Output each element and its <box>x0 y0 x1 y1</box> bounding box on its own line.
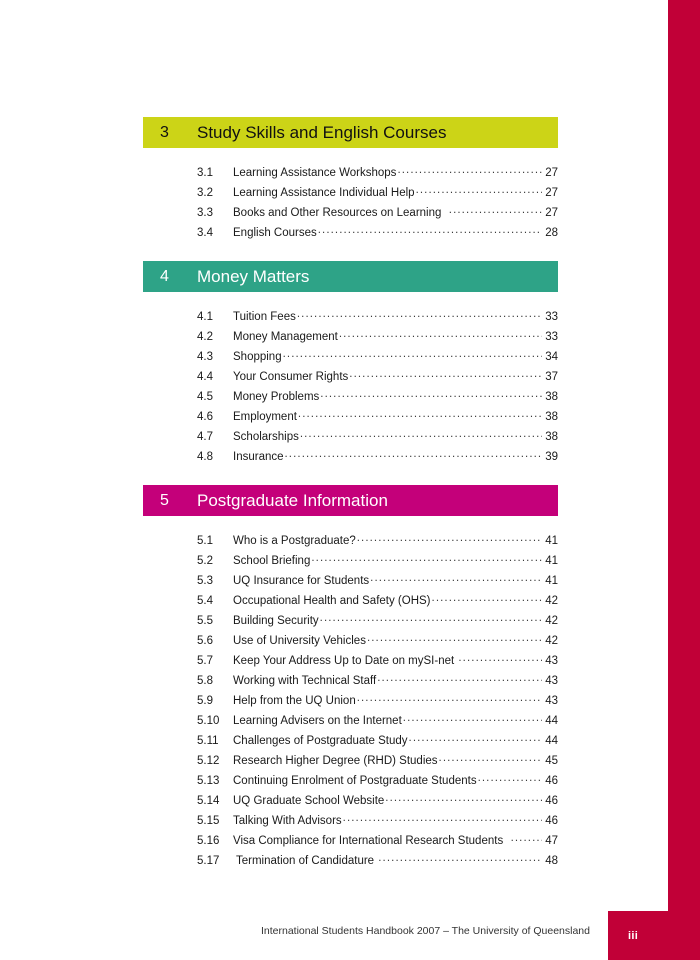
section-entry-list <box>143 164 558 244</box>
entry-title: Termination of Candidature <box>233 854 378 867</box>
toc-entry[interactable] <box>143 532 558 552</box>
right-edge-band <box>668 0 700 960</box>
dot-leader <box>285 448 542 460</box>
entry-title: English Courses <box>233 226 317 239</box>
entry-title: Building Security <box>233 614 319 627</box>
entry-number: 4.1 <box>197 310 213 323</box>
toc-entry[interactable] <box>143 572 558 592</box>
entry-page-number: 44 <box>545 734 558 747</box>
entry-title: School Briefing <box>233 554 311 567</box>
toc-entry[interactable] <box>143 772 558 792</box>
entry-page-number: 37 <box>545 370 558 383</box>
section-title: Money Matters <box>197 266 310 286</box>
dot-leader <box>318 224 542 236</box>
dot-leader <box>320 612 542 624</box>
entry-title: Scholarships <box>233 430 299 443</box>
entry-page-number: 38 <box>545 390 558 403</box>
toc-entry[interactable] <box>143 224 558 244</box>
entry-number: 3.4 <box>197 226 213 239</box>
entry-page-number: 33 <box>545 310 558 323</box>
toc-entry[interactable] <box>143 348 558 368</box>
entry-number: 5.5 <box>197 614 213 627</box>
entry-number: 5.2 <box>197 554 213 567</box>
entry-page-number: 43 <box>545 654 558 667</box>
toc-entry[interactable] <box>143 448 558 468</box>
entry-number: 5.6 <box>197 634 213 647</box>
entry-title: Talking With Advisors <box>233 814 342 827</box>
entry-page-number: 42 <box>545 594 558 607</box>
dot-leader <box>311 552 542 564</box>
entry-number: 5.4 <box>197 594 213 607</box>
entry-title: Occupational Health and Safety (OHS) <box>233 594 431 607</box>
entry-title: Use of University Vehicles <box>233 634 366 647</box>
toc-entry[interactable] <box>143 164 558 184</box>
entry-number: 5.3 <box>197 574 213 587</box>
entry-number: 4.5 <box>197 390 213 403</box>
entry-number: 3.2 <box>197 186 213 199</box>
page-folio-block <box>608 911 700 960</box>
entry-number: 5.17 <box>197 854 220 867</box>
toc-entry[interactable] <box>143 388 558 408</box>
dot-leader <box>449 204 542 216</box>
dot-leader <box>320 388 542 400</box>
entry-page-number: 46 <box>545 774 558 787</box>
entry-page-number: 43 <box>545 674 558 687</box>
entry-title: Help from the UQ Union <box>233 694 356 707</box>
entry-title: Learning Assistance Workshops <box>233 166 397 179</box>
toc-entry[interactable] <box>143 792 558 812</box>
entry-title: Insurance <box>233 450 284 463</box>
entry-page-number: 46 <box>545 794 558 807</box>
entry-number: 5.1 <box>197 534 213 547</box>
entry-number: 5.12 <box>197 754 220 767</box>
entry-title: UQ Graduate School Website <box>233 794 385 807</box>
page-folio: iii <box>628 929 639 942</box>
entry-page-number: 42 <box>545 634 558 647</box>
section-number: 3 <box>160 123 169 141</box>
entry-page-number: 41 <box>545 554 558 567</box>
toc-entry[interactable] <box>143 812 558 832</box>
entry-number: 5.7 <box>197 654 213 667</box>
dot-leader <box>349 368 542 380</box>
toc-entry[interactable] <box>143 308 558 328</box>
entry-page-number: 38 <box>545 430 558 443</box>
section-header-5[interactable] <box>143 485 558 516</box>
entry-page-number: 38 <box>545 410 558 423</box>
entry-title: Money Problems <box>233 390 320 403</box>
entry-number: 4.2 <box>197 330 213 343</box>
section-spacer <box>143 468 558 485</box>
dot-leader <box>439 752 542 764</box>
toc-entry[interactable] <box>143 732 558 752</box>
entry-page-number: 27 <box>545 206 558 219</box>
entry-number: 3.1 <box>197 166 213 179</box>
entry-page-number: 41 <box>545 574 558 587</box>
dot-leader <box>416 184 542 196</box>
dot-leader <box>409 732 542 744</box>
dot-leader <box>298 408 542 420</box>
entry-title: Money Management <box>233 330 338 343</box>
entry-page-number: 45 <box>545 754 558 767</box>
toc-entry[interactable] <box>143 408 558 428</box>
entry-title: UQ Insurance for Students <box>233 574 370 587</box>
footer-text: International Students Handbook 2007 – The University of Queensland <box>260 925 590 937</box>
entry-page-number: 42 <box>545 614 558 627</box>
section-spacer <box>143 244 558 261</box>
entry-number: 5.10 <box>197 714 220 727</box>
entry-number: 5.11 <box>197 734 219 747</box>
entry-title: Who is a Postgraduate? <box>233 534 356 547</box>
dot-leader <box>385 792 542 804</box>
toc-entry[interactable] <box>143 652 558 672</box>
entry-number: 4.3 <box>197 350 213 363</box>
entry-page-number: 27 <box>545 186 558 199</box>
entry-title: Tuition Fees <box>233 310 296 323</box>
entry-page-number: 27 <box>545 166 558 179</box>
dot-leader <box>378 852 542 864</box>
entry-number: 4.4 <box>197 370 213 383</box>
toc-entry[interactable] <box>143 632 558 652</box>
toc-entry[interactable] <box>143 612 558 632</box>
entry-number: 3.3 <box>197 206 213 219</box>
section-title: Postgraduate Information <box>197 490 388 510</box>
entry-page-number: 41 <box>545 534 558 547</box>
entry-title: Learning Advisers on the Internet <box>233 714 402 727</box>
toc-entry[interactable] <box>143 552 558 572</box>
section-entry-list <box>143 308 558 468</box>
page-footer <box>0 925 590 937</box>
entry-title: Shopping <box>233 350 282 363</box>
entry-page-number: 48 <box>545 854 558 867</box>
dot-leader <box>297 308 542 320</box>
entry-page-number: 47 <box>545 834 558 847</box>
dot-leader <box>357 692 542 704</box>
entry-page-number: 34 <box>545 350 558 363</box>
entry-number: 5.13 <box>197 774 220 787</box>
dot-leader <box>377 672 542 684</box>
toc-entry[interactable] <box>143 328 558 348</box>
entry-number: 4.8 <box>197 450 213 463</box>
dot-leader <box>511 832 542 844</box>
section-title: Study Skills and English Courses <box>197 122 447 142</box>
entry-title: Keep Your Address Up to Date on mySI-net <box>233 654 458 667</box>
toc-entry[interactable] <box>143 692 558 712</box>
header-spacer <box>143 516 558 532</box>
toc-entry[interactable] <box>143 832 558 852</box>
dot-leader <box>343 812 542 824</box>
entry-page-number: 46 <box>545 814 558 827</box>
toc-entry[interactable] <box>143 672 558 692</box>
entry-title: Working with Technical Staff <box>233 674 377 687</box>
dot-leader <box>283 348 542 360</box>
entry-page-number: 39 <box>545 450 558 463</box>
toc-entry[interactable] <box>143 368 558 388</box>
dot-leader <box>367 632 542 644</box>
entry-title: Visa Compliance for International Research Students <box>233 834 510 847</box>
section-header-3[interactable] <box>143 117 558 148</box>
dot-leader <box>432 592 542 604</box>
section-number: 4 <box>160 267 169 285</box>
section-number: 5 <box>160 491 169 509</box>
dot-leader <box>397 164 542 176</box>
entry-title: Continuing Enrolment of Postgraduate Students <box>233 774 477 787</box>
section-header-4[interactable] <box>143 261 558 292</box>
entry-title: Challenges of Postgraduate Study <box>233 734 408 747</box>
entry-number: 5.14 <box>197 794 220 807</box>
toc-entry[interactable] <box>143 204 558 224</box>
dot-leader <box>478 772 542 784</box>
dot-leader <box>357 532 542 544</box>
entry-number: 5.16 <box>197 834 220 847</box>
header-spacer <box>143 148 558 164</box>
section-entry-list <box>143 532 558 872</box>
entry-title: Your Consumer Rights <box>233 370 349 383</box>
entry-number: 4.7 <box>197 430 213 443</box>
toc-entry[interactable] <box>143 428 558 448</box>
entry-page-number: 28 <box>545 226 558 239</box>
entry-number: 5.9 <box>197 694 213 707</box>
dot-leader <box>370 572 542 584</box>
toc-entry[interactable] <box>143 712 558 732</box>
entry-title: Employment <box>233 410 297 423</box>
dot-leader <box>458 652 542 664</box>
header-spacer <box>143 292 558 308</box>
entry-page-number: 44 <box>545 714 558 727</box>
table-of-contents <box>143 117 558 872</box>
entry-number: 4.6 <box>197 410 213 423</box>
entry-title: Learning Assistance Individual Help <box>233 186 415 199</box>
entry-page-number: 43 <box>545 694 558 707</box>
entry-page-number: 33 <box>545 330 558 343</box>
toc-entry[interactable] <box>143 184 558 204</box>
entry-number: 5.15 <box>197 814 220 827</box>
dot-leader <box>403 712 542 724</box>
entry-title: Research Higher Degree (RHD) Studies <box>233 754 438 767</box>
dot-leader <box>300 428 542 440</box>
entry-title: Books and Other Resources on Learning <box>233 206 448 219</box>
toc-entry[interactable] <box>143 852 558 872</box>
toc-entry[interactable] <box>143 752 558 772</box>
entry-number: 5.8 <box>197 674 213 687</box>
toc-entry[interactable] <box>143 592 558 612</box>
dot-leader <box>339 328 542 340</box>
